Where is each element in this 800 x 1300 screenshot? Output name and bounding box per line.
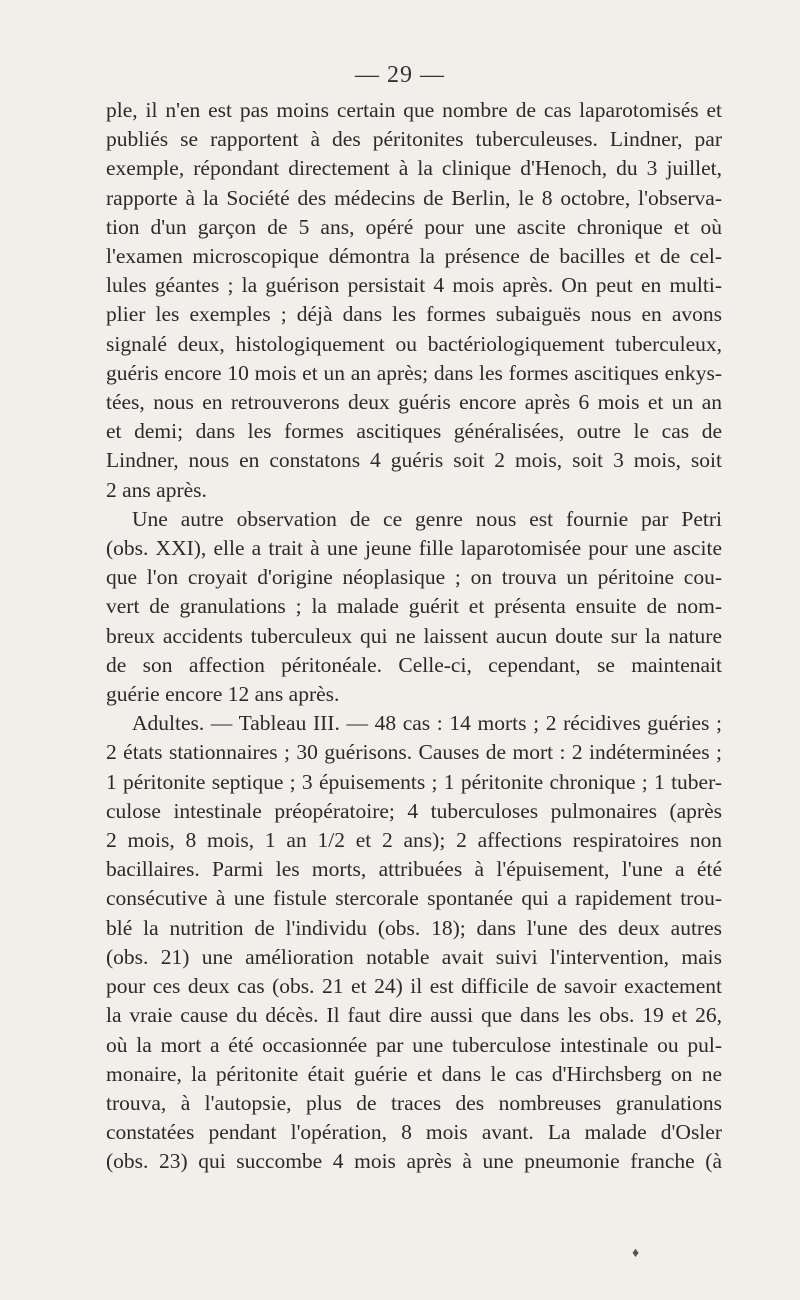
text-line: trouva, à l'autopsie, plus de traces des nombreuses granulations [106,1090,722,1115]
text-line: pour ces deux cas (obs. 21 et 24) il est difficile de savoir exactement [106,974,722,999]
text-line: exemple, répondant directement à la clinique d'Henoch, du 3 juillet, [106,156,722,181]
text-line: où la mort a été occasionnée par une tuberculose intestinale ou pul- [106,1032,722,1057]
text-line: tion d'un garçon de 5 ans, opéré pour une ascite chronique et où [106,214,722,239]
text-line: tées, nous en retrouverons deux guéris encore après 6 mois et un an [106,390,722,415]
text-line: plier les exemples ; déjà dans les formes subaiguës nous en avons [106,302,722,327]
text-line: la vraie cause du décès. Il faut dire aussi que dans les obs. 19 et 26, [106,1003,722,1028]
text-line: breux accidents tuberculeux qui ne laissent aucun doute sur la nature [106,623,722,648]
page-number: — 29 — [355,62,445,88]
text-line: que l'on croyait d'origine néoplasique ; on trouva un péritoine cou- [106,565,722,590]
text-line: culose intestinale préopératoire; 4 tuberculoses pulmonaires (après [106,798,722,823]
text-line: ple, il n'en est pas moins certain que nombre de cas laparotomisés et [106,98,722,122]
text-line: et demi; dans les formes ascitiques généralisées, outre le cas de [106,419,722,444]
text-line: 1 péritonite septique ; 3 épuisements ; 1 péritonite chronique ; 1 tuber- [106,769,722,794]
text-line: 2 mois, 8 mois, 1 an 1/2 et 2 ans); 2 affections respiratoires non [106,828,722,853]
text-line: publiés se rapportent à des péritonites tuberculeuses. Lindner, par [106,127,722,152]
text-line: blé la nutrition de l'individu (obs. 18); dans l'une des deux autres [106,915,722,940]
text-line: consécutive à une fistule stercorale spontanée qui a rapidement trou- [106,886,722,911]
text-line: Une autre observation de ce genre nous est fournie par Petri [132,506,722,531]
text-line: bacillaires. Parmi les morts, attribuées à l'épuisement, l'une a été [106,857,722,882]
text-line: constatées pendant l'opération, 8 mois avant. La malade d'Osler [106,1120,722,1145]
text-line: l'examen microscopique démontra la présence de bacilles et de cel- [106,244,722,269]
text-line: Adultes. — Tableau III. — 48 cas : 14 morts ; 2 récidives guéries ; [132,711,722,736]
text-line: lules géantes ; la guérison persistait 4 mois après. On peut en multi- [106,273,722,298]
text-line: guéris encore 10 mois et un an après; dans les formes ascitiques enkys- [106,360,722,385]
text-line: vert de granulations ; la malade guérit et présenta ensuite de nom- [106,594,722,619]
text-line: monaire, la péritonite était guérie et dans le cas d'Hirchsberg on ne [106,1061,722,1086]
text-line: 2 états stationnaires ; 30 guérisons. Causes de mort : 2 indéterminées ; [106,740,722,765]
text-line: 2 ans après. [106,477,207,502]
body-text [106,96,722,1177]
text-line: (obs. 21) une amélioration notable avait suivi l'intervention, mais [106,944,722,969]
text-line: signalé deux, histologiquement ou bactériologiquement tuberculeux, [106,331,722,356]
text-line: rapporte à la Société des médecins de Berlin, le 8 octobre, l'observa- [106,185,722,210]
text-line: guérie encore 12 ans après. [106,682,340,707]
text-line: Lindner, nous en constatons 4 guéris soit 2 mois, soit 3 mois, soit [106,448,722,473]
text-line: de son affection péritonéale. Celle-ci, cependant, se maintenait [106,652,722,677]
footer-mark: ♦ [632,1246,640,1261]
text-line: (obs. 23) qui succombe 4 mois après à une pneumonie franche (à [106,1149,722,1174]
text-line: (obs. XXI), elle a trait à une jeune fille laparotomisée pour une ascite [106,536,722,561]
